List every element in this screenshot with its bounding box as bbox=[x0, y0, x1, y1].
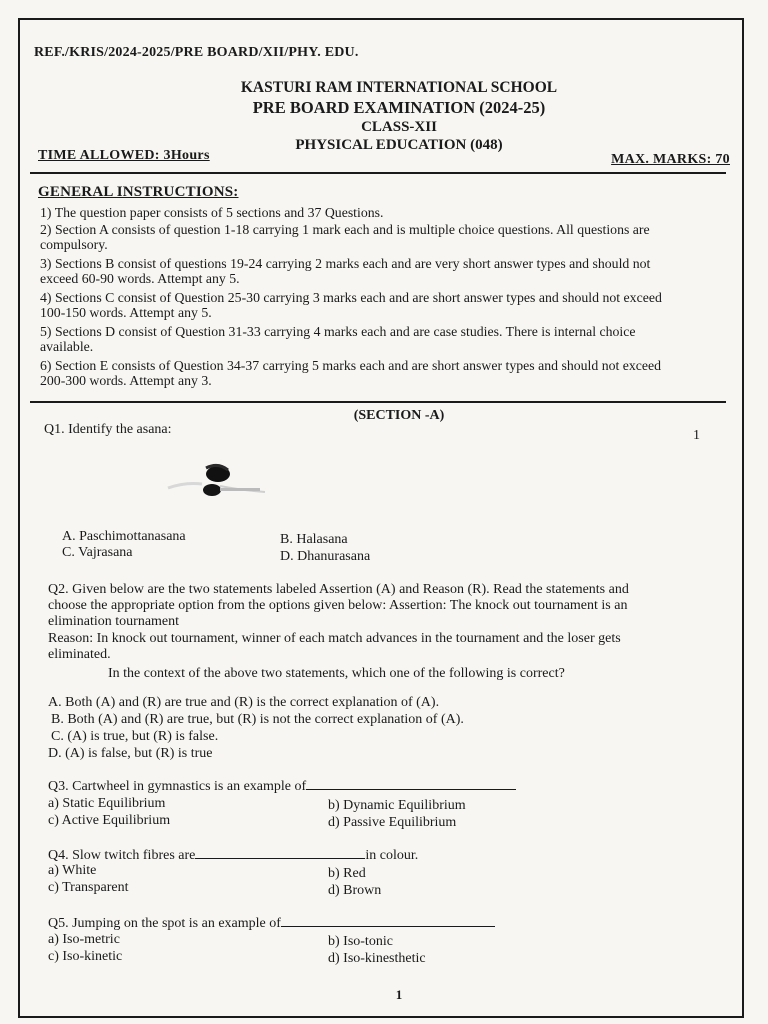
header-divider bbox=[30, 172, 726, 174]
q5-text: Q5. Jumping on the spot is an example of bbox=[48, 916, 281, 931]
page-number: 1 bbox=[395, 987, 403, 1002]
q2-line-1: Q2. Given below are the two statements labeled Assertion (A) and Reason (R). Read the statements and bbox=[48, 582, 629, 597]
instructions-heading: GENERAL INSTRUCTIONS: bbox=[38, 184, 239, 200]
q5-answer-blank bbox=[281, 916, 495, 927]
school-name: KASTURI RAM INTERNATIONAL SCHOOL bbox=[240, 79, 558, 96]
reference-code: REF./KRIS/2024-2025/PRE BOARD/XII/PHY. EDU. bbox=[34, 45, 359, 60]
q2-option-a: A. Both (A) and (R) are true and (R) is the correct explanation of (A). bbox=[48, 695, 440, 710]
q4-text: Q4. Slow twitch fibres are bbox=[48, 848, 196, 863]
instruction-4: 4) Sections C consist of Question 25-30 carrying 3 marks each and are short answer types and should not exceed 100-150 words. Attempt any 5. bbox=[40, 290, 662, 320]
q3-text: Q3. Cartwheel in gymnastics is an example of bbox=[48, 779, 307, 794]
q4-option-a: a) White bbox=[48, 863, 97, 878]
q5-option-c: c) Iso-kinetic bbox=[48, 949, 123, 964]
q4-option-d: d) Brown bbox=[328, 883, 382, 898]
q5-option-d: d) Iso-kinesthetic bbox=[328, 951, 426, 966]
q3-option-d: d) Passive Equilibrium bbox=[328, 815, 457, 830]
q2-option-c: C. (A) is true, but (R) is false. bbox=[51, 729, 219, 744]
instruction-6: 6) Section E consists of Question 34-37 carrying 5 marks each and are short answer types and should not exceed 200-300 words. Attempt any 3. bbox=[40, 358, 662, 388]
q1-option-b: B. Halasana bbox=[280, 532, 348, 547]
q2-option-b: B. Both (A) and (R) are true, but (R) is not the correct explanation of (A). bbox=[51, 712, 464, 727]
q2-line-2: choose the appropriate option from the options given below: Assertion: The knock out tournament is an bbox=[48, 598, 628, 613]
q2-option-d: D. (A) is false, but (R) is true bbox=[48, 746, 213, 761]
q3-answer-blank bbox=[306, 779, 516, 790]
q4-text-end: in colour. bbox=[365, 848, 419, 863]
q2-line-5: eliminated. bbox=[48, 647, 111, 662]
q4-option-b: b) Red bbox=[328, 866, 366, 881]
class-label: CLASS-XII bbox=[361, 119, 437, 135]
q1-option-c: C. Vajrasana bbox=[62, 545, 133, 560]
time-allowed: TIME ALLOWED: 3Hours bbox=[38, 148, 210, 163]
q5-option-a: a) Iso-metric bbox=[48, 932, 120, 947]
q2-line-6: In the context of the above two statements, which one of the following is correct? bbox=[108, 666, 565, 681]
exam-title: PRE BOARD EXAMINATION (2024-25) bbox=[252, 98, 546, 117]
q4-answer-blank bbox=[195, 848, 365, 859]
q1-option-a: A. Paschimottanasana bbox=[62, 529, 186, 544]
question-1: Q1. Identify the asana: bbox=[44, 422, 172, 437]
asana-figure-image bbox=[160, 460, 270, 505]
question-4 bbox=[48, 848, 418, 864]
q1-option-d: D. Dhanurasana bbox=[280, 549, 371, 564]
instruction-1: 1) The question paper consists of 5 sections and 37 Questions. bbox=[40, 205, 384, 220]
instruction-2: 2) Section A consists of question 1-18 carrying 1 mark each and is multiple choice questions. All questions are compulsory. bbox=[40, 222, 650, 252]
section-title: (SECTION -A) bbox=[353, 408, 445, 423]
subject-label: PHYSICAL EDUCATION (048) bbox=[295, 137, 503, 153]
question-3 bbox=[48, 779, 516, 795]
max-marks: MAX. MARKS: 70 bbox=[611, 152, 730, 167]
question-5 bbox=[48, 916, 495, 932]
instruction-5: 5) Sections D consist of Question 31-33 carrying 4 marks each and are case studies. There is internal choice available. bbox=[40, 324, 636, 354]
q2-line-4: Reason: In knock out tournament, winner of each match advances in the tournament and the loser gets bbox=[48, 631, 621, 646]
q3-option-b: b) Dynamic Equilibrium bbox=[328, 798, 466, 813]
question-1-marks: 1 bbox=[693, 428, 700, 443]
q5-option-b: b) Iso-tonic bbox=[328, 934, 393, 949]
instruction-3: 3) Sections B consist of questions 19-24 carrying 2 marks each and are very short answer types and should not exceed 60-90 words. Attempt any 5. bbox=[40, 256, 651, 286]
q2-line-3: elimination tournament bbox=[48, 614, 180, 629]
section-divider bbox=[30, 401, 726, 403]
q3-option-a: a) Static Equilibrium bbox=[48, 796, 166, 811]
q4-option-c: c) Transparent bbox=[48, 880, 129, 895]
q3-option-c: c) Active Equilibrium bbox=[48, 813, 171, 828]
page-border bbox=[18, 18, 744, 1018]
